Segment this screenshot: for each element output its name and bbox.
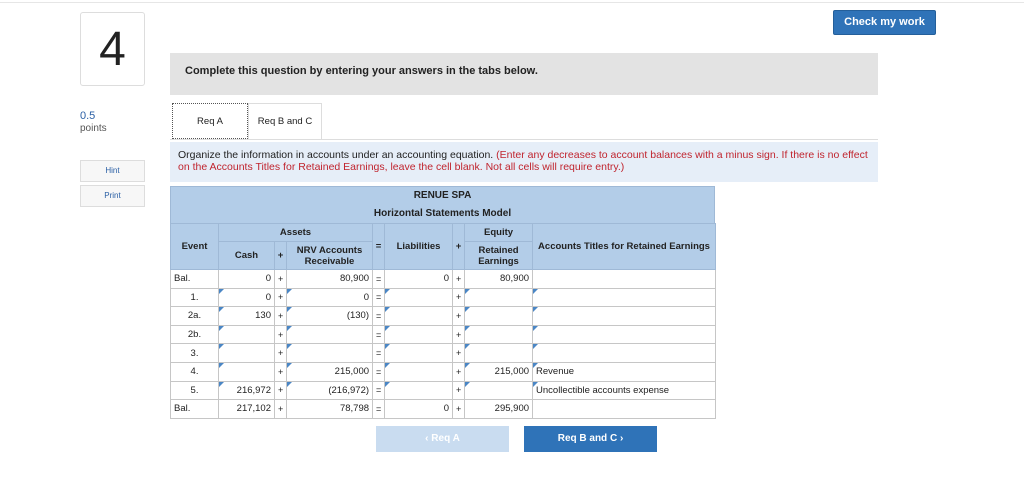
cash-cell[interactable]: 0 xyxy=(219,288,275,307)
points-value: 0.5 xyxy=(80,110,96,122)
account-title-cell[interactable]: Revenue xyxy=(533,362,716,381)
cash-cell[interactable] xyxy=(219,325,275,344)
retained-earnings-cell[interactable] xyxy=(465,307,533,326)
header-nrv-receivable: NRV Accounts Receivable xyxy=(287,242,373,270)
retained-earnings-cell: 80,900 xyxy=(465,270,533,289)
plus-sign: + xyxy=(453,288,465,307)
company-name: RENUE SPA xyxy=(413,190,472,201)
table-row xyxy=(171,270,716,289)
plus-sign: + xyxy=(275,288,287,307)
liabilities-cell[interactable] xyxy=(385,307,453,326)
retained-earnings-cell[interactable] xyxy=(465,344,533,363)
event-cell: 3. xyxy=(171,344,219,363)
plus-sign: + xyxy=(453,325,465,344)
equals-sign: = xyxy=(373,381,385,400)
table-row xyxy=(171,288,716,307)
cash-cell: 217,102 xyxy=(219,400,275,419)
retained-earnings-cell[interactable] xyxy=(465,381,533,400)
event-cell: 2b. xyxy=(171,325,219,344)
account-title-cell[interactable] xyxy=(533,288,716,307)
retained-earnings-cell[interactable]: 215,000 xyxy=(465,362,533,381)
plus-sign: + xyxy=(275,270,287,289)
table-row xyxy=(171,362,716,381)
nrv-receivable-cell[interactable]: 215,000 xyxy=(287,362,373,381)
top-divider xyxy=(0,2,1024,3)
liabilities-cell: 0 xyxy=(385,400,453,419)
table-row xyxy=(171,325,716,344)
liabilities-cell[interactable] xyxy=(385,362,453,381)
nrv-receivable-cell[interactable]: 0 xyxy=(287,288,373,307)
plus-sign: + xyxy=(453,344,465,363)
account-title-cell[interactable] xyxy=(533,344,716,363)
question-number: 4 xyxy=(80,12,145,86)
cash-cell[interactable] xyxy=(219,362,275,381)
plus-sign: + xyxy=(275,307,287,326)
table-row xyxy=(171,307,716,326)
liabilities-cell[interactable] xyxy=(385,381,453,400)
header-retained-earnings: Retained Earnings xyxy=(465,242,533,270)
plus-sign: + xyxy=(275,381,287,400)
liabilities-cell: 0 xyxy=(385,270,453,289)
cash-cell[interactable]: 216,972 xyxy=(219,381,275,400)
cash-cell[interactable]: 130 xyxy=(219,307,275,326)
account-title-cell xyxy=(533,400,716,419)
instructions-note: (Enter any decreases to account balances with a minus sign. If there is no effect on the Accounts Titles for Retained Earnings, leave the cell blank. Not all cells will require entry.) xyxy=(178,149,868,173)
plus-sign: + xyxy=(275,325,287,344)
plus-sign: + xyxy=(275,344,287,363)
equals-sign: = xyxy=(373,344,385,363)
nrv-receivable-cell: 78,798 xyxy=(287,400,373,419)
tab-req-a[interactable]: Req A xyxy=(172,103,248,139)
next-req-b-and-c-button[interactable]: Req B and C › xyxy=(524,426,657,452)
event-cell: Bal. xyxy=(171,400,219,419)
equals-sign: = xyxy=(373,400,385,419)
plus-sign: + xyxy=(453,381,465,400)
cash-cell: 0 xyxy=(219,270,275,289)
instructions-text: Organize the information in accounts under an accounting equation. xyxy=(178,149,494,161)
header-cash: Cash xyxy=(219,242,275,270)
event-cell: 1. xyxy=(171,288,219,307)
account-title-cell[interactable] xyxy=(533,307,716,326)
plus-sign: + xyxy=(453,362,465,381)
retained-earnings-cell[interactable] xyxy=(465,325,533,344)
header-event: Event xyxy=(171,224,219,270)
header-assets: Assets xyxy=(219,224,373,242)
cash-cell[interactable] xyxy=(219,344,275,363)
event-cell: 2a. xyxy=(171,307,219,326)
tab-divider xyxy=(170,139,878,140)
account-title-cell[interactable]: Uncollectible accounts expense xyxy=(533,381,716,400)
equals-sign: = xyxy=(373,288,385,307)
plus-sign: + xyxy=(275,362,287,381)
print-button[interactable]: Print xyxy=(80,185,145,207)
statement-title: Horizontal Statements Model xyxy=(373,208,512,219)
nrv-receivable-cell[interactable] xyxy=(287,325,373,344)
equals-sign: = xyxy=(373,325,385,344)
plus-sign: + xyxy=(453,400,465,419)
liabilities-cell[interactable] xyxy=(385,325,453,344)
check-my-work-button[interactable]: Check my work xyxy=(833,10,936,35)
plus-sign: + xyxy=(275,400,287,419)
equals-sign: = xyxy=(373,362,385,381)
points-label: points xyxy=(80,123,107,134)
header-liabilities: Liabilities xyxy=(385,224,453,270)
nrv-receivable-cell: 80,900 xyxy=(287,270,373,289)
nrv-receivable-cell[interactable]: (130) xyxy=(287,307,373,326)
horizontal-statements-table xyxy=(170,223,716,419)
table-row xyxy=(171,344,716,363)
hint-button[interactable]: Hint xyxy=(80,160,145,182)
liabilities-cell[interactable] xyxy=(385,288,453,307)
header-plus-equity: + xyxy=(453,224,465,270)
prev-req-a-button[interactable]: ‹ Req A xyxy=(376,426,509,452)
equals-sign: = xyxy=(373,307,385,326)
header-equals: = xyxy=(373,224,385,270)
account-title-cell xyxy=(533,270,716,289)
liabilities-cell[interactable] xyxy=(385,344,453,363)
account-title-cell[interactable] xyxy=(533,325,716,344)
header-equity: Equity xyxy=(465,224,533,242)
table-row xyxy=(171,381,716,400)
header-account-titles: Accounts Titles for Retained Earnings xyxy=(533,224,716,270)
plus-sign: + xyxy=(453,270,465,289)
event-cell: Bal. xyxy=(171,270,219,289)
instruction-banner: Complete this question by entering your answers in the tabs below. xyxy=(170,53,878,95)
header-plus-assets: + xyxy=(275,242,287,270)
nrv-receivable-cell[interactable] xyxy=(287,344,373,363)
plus-sign: + xyxy=(453,307,465,326)
equals-sign: = xyxy=(373,270,385,289)
retained-earnings-cell[interactable] xyxy=(465,288,533,307)
table-row xyxy=(171,400,716,419)
tab-req-b-and-c[interactable]: Req B and C xyxy=(248,103,322,139)
nrv-receivable-cell[interactable]: (216,972) xyxy=(287,381,373,400)
retained-earnings-cell: 295,900 xyxy=(465,400,533,419)
instructions-box xyxy=(170,142,878,182)
event-cell: 4. xyxy=(171,362,219,381)
event-cell: 5. xyxy=(171,381,219,400)
